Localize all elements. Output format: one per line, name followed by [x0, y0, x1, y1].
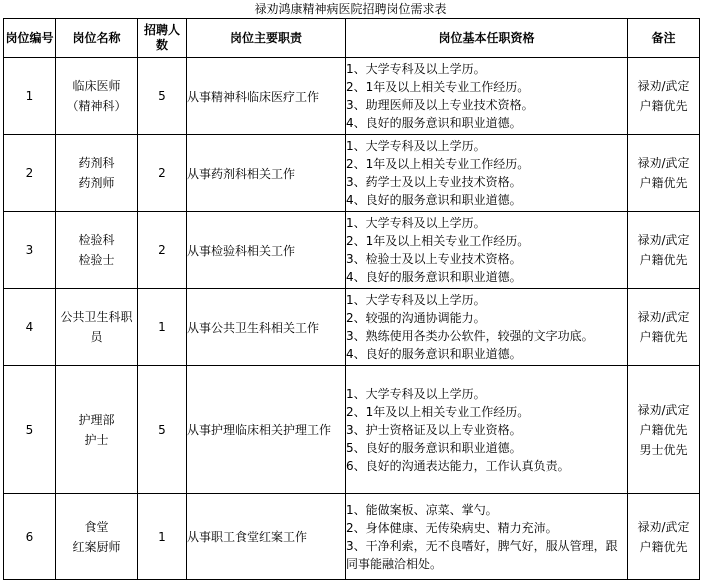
qualification-item: 4、良好的服务意识和职业道德。 — [346, 270, 522, 284]
header-position-id: 岗位编号 — [4, 19, 56, 58]
table-title: 禄劝鸿康精神病医院招聘岗位需求表 — [254, 2, 447, 16]
qualification-item: 1、能做案板、凉菜、掌勺。 — [346, 502, 498, 517]
qualification-item: 2、1年及以上相关专业工作经历。 — [346, 404, 530, 419]
qualification-item: 2、1年及以上相关专业工作经历。 — [346, 157, 530, 171]
position-id: 2 — [4, 135, 56, 212]
position-id: 3 — [4, 212, 56, 289]
position-name-line: （精神科） — [66, 99, 127, 113]
table-row — [4, 494, 700, 580]
position-name-line: 药剂科 — [78, 156, 115, 170]
position-name-line: 红案厨师 — [72, 539, 121, 554]
qualification-item: 1、大学专科及以上学历。 — [346, 139, 486, 153]
qualification-item: 2、身体健康、无传染病史、精力充沛。 — [346, 520, 558, 535]
table-row — [4, 366, 700, 494]
position-name-line: 检验士 — [78, 253, 115, 267]
qualification-item: 3、药学士及以上专业技术资格。 — [346, 175, 522, 189]
position-name-line: 护理部 — [78, 412, 115, 427]
hiring-count: 5 — [138, 366, 187, 494]
notes-line: 禄劝/武定 — [637, 79, 690, 93]
position-id: 1 — [4, 58, 56, 135]
qualifications — [346, 289, 628, 366]
position-name-line: 护士 — [84, 432, 109, 447]
notes-line: 户籍优先 — [639, 539, 688, 554]
qualification-item: 1、大学专科及以上学历。 — [346, 62, 486, 76]
table-row — [4, 289, 700, 366]
qualification-item: 1、大学专科及以上学历。 — [346, 386, 486, 401]
position-name-line: 食堂 — [84, 519, 109, 534]
qualification-item: 3、熟练使用各类办公软件，较强的文字功底。 — [346, 329, 594, 343]
qualification-item: 5、良好的服务意识和职业道德。 — [346, 440, 522, 455]
qualification-item: 2、1年及以上相关专业工作经历。 — [346, 80, 530, 94]
qualification-item: 3、干净利索，无不良嗜好，脾气好，服从管理，跟同事能融洽相处。 — [346, 538, 618, 571]
qualification-item: 1、大学专科及以上学历。 — [346, 216, 486, 230]
position-name-line: 药剂师 — [78, 176, 115, 190]
position-name — [56, 58, 138, 135]
qualification-item: 4、良好的服务意识和职业道德。 — [346, 347, 522, 361]
main-duties: 从事检验科相关工作 — [187, 212, 346, 289]
notes — [628, 366, 700, 494]
position-id: 4 — [4, 289, 56, 366]
qualification-item: 2、较强的沟通协调能力。 — [346, 311, 486, 325]
qualification-item: 3、助理医师及以上专业技术资格。 — [346, 98, 534, 112]
header-qualifications: 岗位基本任职资格 — [346, 19, 628, 58]
header-hiring-count — [138, 19, 187, 58]
qualifications — [346, 494, 628, 580]
notes-line: 户籍优先 — [639, 99, 688, 113]
qualifications — [346, 135, 628, 212]
qualifications — [346, 58, 628, 135]
header-position-name: 岗位名称 — [56, 19, 138, 58]
notes — [628, 212, 700, 289]
notes — [628, 135, 700, 212]
position-name-line: 公共卫生科职 — [60, 310, 133, 324]
table-row — [4, 58, 700, 135]
qualification-item: 4、良好的服务意识和职业道德。 — [346, 116, 522, 130]
notes-line: 禄劝/武定 — [637, 310, 690, 324]
position-name — [56, 135, 138, 212]
notes-line: 男士优先 — [639, 442, 688, 457]
notes-line: 禄劝/武定 — [637, 519, 690, 534]
qualification-item: 2、1年及以上相关专业工作经历。 — [346, 234, 530, 248]
qualification-item: 4、良好的服务意识和职业道德。 — [346, 193, 522, 207]
hiring-count: 1 — [138, 494, 187, 580]
header-notes: 备注 — [628, 19, 700, 58]
qualification-item: 6、良好的沟通表达能力，工作认真负责。 — [346, 458, 570, 473]
qualification-item: 3、护士资格证及以上专业资格。 — [346, 422, 522, 437]
notes-line: 户籍优先 — [639, 176, 688, 190]
qualification-item: 1、大学专科及以上学历。 — [346, 293, 486, 307]
position-name — [56, 366, 138, 494]
main-duties: 从事护理临床相关护理工作 — [187, 366, 346, 494]
qualifications — [346, 212, 628, 289]
notes-line: 禄劝/武定 — [637, 233, 690, 247]
table-row — [4, 135, 700, 212]
main-duties: 从事职工食堂红案工作 — [187, 494, 346, 580]
notes-line: 户籍优先 — [639, 330, 688, 344]
position-name — [56, 494, 138, 580]
main-duties: 从事公共卫生科相关工作 — [187, 289, 346, 366]
job-requirements-table — [3, 18, 700, 580]
notes-line: 禄劝/武定 — [637, 156, 690, 170]
main-duties: 从事精神科临床医疗工作 — [187, 58, 346, 135]
position-name — [56, 289, 138, 366]
notes — [628, 289, 700, 366]
position-id: 6 — [4, 494, 56, 580]
position-id: 5 — [4, 366, 56, 494]
notes-line: 户籍优先 — [639, 253, 688, 267]
qualification-item: 3、检验士及以上专业技术资格。 — [346, 252, 522, 266]
notes — [628, 494, 700, 580]
hiring-count: 2 — [138, 212, 187, 289]
hiring-count: 1 — [138, 289, 187, 366]
notes-line: 禄劝/武定 — [637, 402, 690, 417]
position-name-line: 临床医师 — [72, 79, 121, 93]
header-hiring-count-label: 招聘人数 — [143, 23, 180, 52]
notes — [628, 58, 700, 135]
qualifications — [346, 366, 628, 494]
hiring-count: 2 — [138, 135, 187, 212]
position-name — [56, 212, 138, 289]
position-name-line: 员 — [90, 330, 103, 344]
table-row — [4, 212, 700, 289]
position-name-line: 检验科 — [78, 233, 115, 247]
header-main-duties: 岗位主要职责 — [187, 19, 346, 58]
notes-line: 户籍优先 — [639, 422, 688, 437]
main-duties: 从事药剂科相关工作 — [187, 135, 346, 212]
hiring-count: 5 — [138, 58, 187, 135]
header-row — [4, 19, 700, 58]
